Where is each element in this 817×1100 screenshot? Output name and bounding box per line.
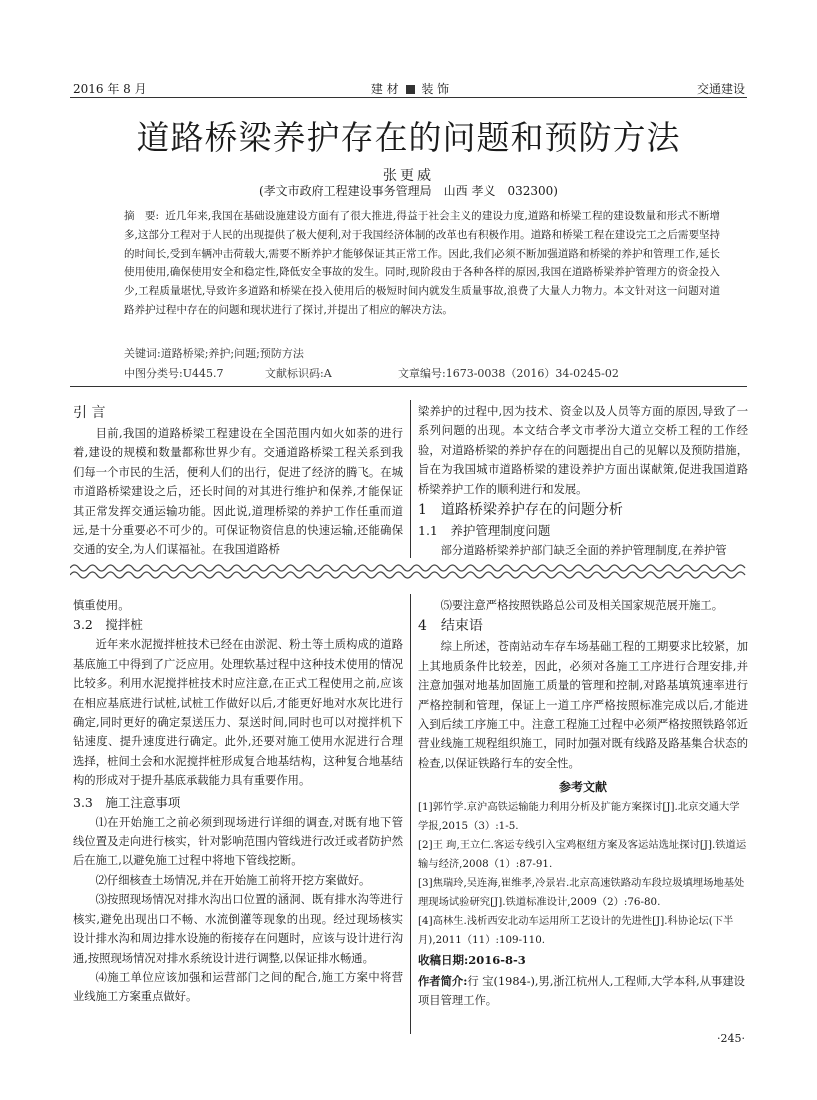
precaution-item-5: ⑸要注意严格按照铁路总公司及相关国家规范展开施工。 — [440, 599, 724, 612]
journal-name — [360, 80, 460, 97]
page-number: ·245· — [717, 1032, 745, 1045]
reference-item: [2]王 珣,王立仁.客运专线引入宝鸡枢纽方案及客运站选址探讨[J].铁道运输与经济,2008（1）:87-91. — [418, 839, 747, 870]
column-divider-lower — [410, 594, 411, 1034]
precaution-item-1: ⑴在开始施工之前必须到现场进行详细的调查,对既有地下管线位置及走向进行核实，针对影响范围内管线进行改迁或者防护然后在施工,以避免施工过程中将地下管线挖断。 — [73, 815, 403, 868]
section-3-2-paragraph: 近年来水泥搅拌桩技术已经在由淤泥、粉土等土质构成的道路基底施工中得到了广泛应用。处理软基过程中这种技术使用的情况比较多。利用水泥搅拌桩技术时应注意,在正式工程使用之前,应该在相应基底进行试桩,试桩工作做好以后,才能更好地对水灰比进行确定,同时更好的确定泵送压力、泵送时间,同时也可以对搅拌机下钻速度、提升速度进行确定。此外,还要对施工使用水泥进行合理选择，桩间土会和水泥搅拌桩形成复合地基结构，这种复合地基结构的形成对于提升基底承载能力具有重要作用。 — [73, 638, 403, 788]
reference-item: [1]郭竹学.京沪高铁运输能力利用分析及扩能方案探讨[J].北京交通大学学报,2015（3）:1-5. — [418, 801, 740, 832]
abstract-rule — [70, 386, 747, 387]
reference-item: [3]焦瑞玲,吴连海,崔维孝,冷景岩.北京高速铁路动车段垃圾填埋场地基处理现场试验研究[J].铁道标准设计,2009（2）:76-80. — [418, 877, 745, 908]
journal-separator-icon — [406, 85, 415, 94]
conclusion-paragraph: 综上所述，苍南站动车存车场基础工程的工期要求比较紧，加上其地质条件比较差，因此，必须对各施工工序进行合理安排,并注意加强对地基加固施工质量的管理和控制,对路基填筑速率进行严格控制和管理，保证上一道工序严格按照标准完成以后,才能进入到后续工序施工中。注意工程施工过程中必须严格按照铁路邻近营业线施工规程组织施工，同时加强对既有线路及路基集合状态的检查,以保证铁路行车的安全性。 — [418, 640, 748, 770]
section-label: 交通建设 — [696, 82, 745, 96]
reference-item: [4]高林生.浅析西安北动车运用所工艺设计的先进性[J].科协论坛(下半月),2011（11）:109-110. — [418, 915, 734, 946]
intro-heading: 引 言 — [73, 405, 106, 421]
column-divider-upper — [410, 400, 411, 558]
journal-name-left: 建 材 — [370, 82, 399, 96]
journal-name-right: 装 饰 — [421, 82, 450, 96]
author-affiliation: (孝文市政府工程建设事务管理局 山西 孝义 032300) — [259, 184, 558, 198]
article-number: 文章编号:1673-0038（2016）34-0245-02 — [398, 367, 619, 380]
precaution-item-4: ⑷施工单位应该加强和运营部门之间的配合,施工方案中将营业线施工方案重点做好。 — [73, 970, 403, 1004]
author-bio — [418, 972, 748, 1010]
intro-continued: 梁养护的过程中,因为技术、资金以及人员等方面的原因,导致了一系列问题的出现。本文结合孝文市孝汾大道立交桥工程的工作经验，对道路桥梁的养护存在的问题提出自己的见解以及预防措施，旨在为我国城市道路桥梁的建设养护方面出谋献策,促进我国道路桥梁养护工作的顺利进行和发展。 — [418, 405, 748, 496]
section-1-1-heading: 1.1 养护管理制度问题 — [418, 523, 551, 539]
document-code: 文献标识码:A — [265, 367, 332, 380]
references-heading: 参考文献 — [558, 780, 607, 794]
author-name: 张更威 — [383, 168, 434, 184]
lower-right-column — [418, 596, 748, 773]
article-title: 道路桥梁养护存在的问题和预防方法 — [136, 118, 681, 157]
section-1-heading: 1 道路桥梁养护存在的问题分析 — [418, 502, 623, 519]
clc-number: 中图分类号:U445.7 — [124, 367, 224, 380]
abstract — [124, 207, 720, 320]
abstract-label: 摘 要: — [124, 210, 160, 222]
lower-left-column — [73, 596, 403, 1007]
section-1-1-paragraph: 部分道路桥梁养护部门缺乏全面的养护管理制度,在养护管 — [440, 544, 727, 558]
received-date: 收稿日期:2016-8-3 — [418, 953, 526, 967]
precaution-item-2: ⑵仔细核查土场情况,并在开始施工前将开挖方案做好。 — [95, 873, 371, 887]
abstract-text: 近几年来,我国在基础设施建设方面有了很大推进,得益于社会主义的建设力度,道路和桥梁工程的建设数量和形式不断增多,这部分工程对于人民的出现提供了极大便利,对于我国经济体制的改革也有积极作用。道路和桥梁工程在建设完工之后需要坚持的时间长,受到车辆冲击荷载大,需要不断养护才能够保证其正常工作。因此,我们必须不断加强道路和桥梁的养护和管理工作,延长使用使用,确保使用安全和稳定性,降低安全事故的发生。同时,现阶段由于各种各样的原因,我国在道路桥梁养护管理方的资金投入少,工程质量堪忧,导致许多道路和桥梁在投入使用后的极短时间内就发生质量事故,浪费了大量人力物力。本文针对这一问题对道路养护过程中存在的问题和现状进行了探讨,并提出了相应的解决方法。 — [124, 210, 720, 316]
section-4-heading: 4 结束语 — [418, 618, 483, 635]
intro-paragraph: 目前,我国的道路桥梁工程建设在全国范围内如火如荼的进行着,建设的规模和数量都称世界少有。交通道路桥梁工程关系到我们每一个市民的生活，便利人们的出行，促进了经济的腾飞。在城市道路桥梁建设之后，还长时间的对其进行维护和保养,才能保证其正常发挥交通运输功能。因此说,道理桥梁的养护工作任重而道远,是十分重要必不可少的。可保证物资信息的快速运输,还能确保交通的安全,为人们谋福祉。在我国道路桥 — [73, 427, 403, 557]
upper-left-column — [73, 402, 403, 560]
upper-right-column — [418, 402, 748, 560]
continued-text: 慎重使用。 — [73, 599, 130, 612]
keywords: 关键词:道路桥梁;养护;问题;预防方法 — [124, 347, 304, 360]
page-break-wave — [70, 560, 747, 584]
section-3-2-heading: 3.2 搅拌桩 — [73, 617, 143, 633]
issue-date: 2016 年 8 月 — [73, 82, 147, 96]
author-bio-label: 作者简介: — [418, 974, 468, 988]
precaution-item-3: ⑶按照现场情况对排水沟出口位置的涵洞、既有排水沟等进行核实,避免出现出口不畅、水流倒灌等现象的出现。经过现场核实设计排水沟和周边排水设施的衔接存在问题时，应该与设计进行沟通,按照现场情况对排水系统设计进行调整,以保证排水畅通。 — [73, 893, 403, 965]
header-rule — [70, 97, 747, 98]
author-bio-text: 行 宝(1984-),男,浙江杭州人,工程师,大学本科,从事建设项目管理工作。 — [418, 975, 745, 1007]
references-list — [418, 798, 748, 950]
section-3-3-heading: 3.3 施工注意事项 — [73, 794, 181, 810]
